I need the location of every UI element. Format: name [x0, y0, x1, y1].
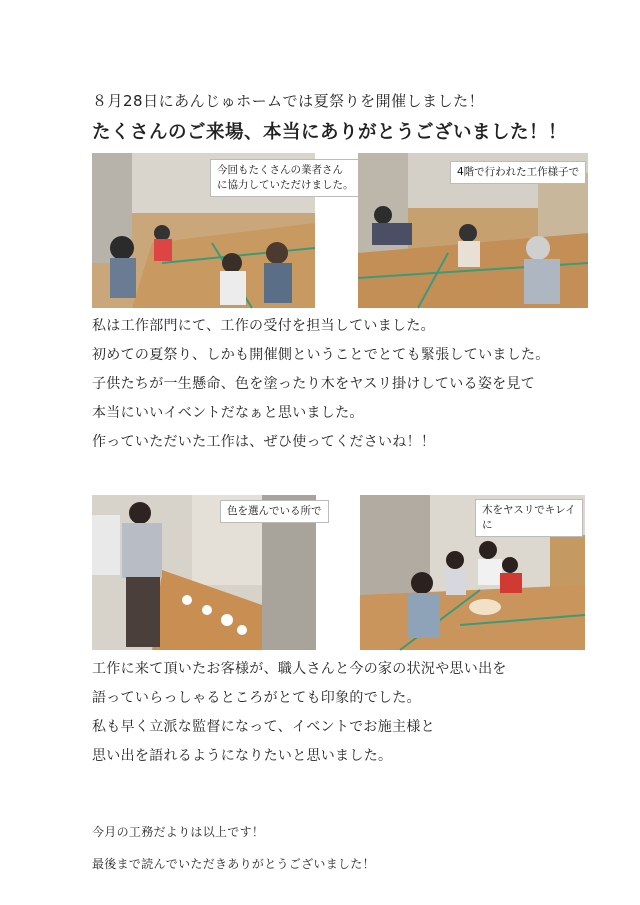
paragraph-line: 子供たちが一生懸命、色を塗ったり木をヤスリ掛けしている姿を見て — [92, 376, 536, 392]
paragraph-line: 本当にいいイベントだなぁと思いました。 — [92, 405, 364, 421]
photo-caption-sanding — [475, 499, 583, 537]
headline-thanks: たくさんのご来場、本当にありがとうございました！！ — [92, 122, 568, 143]
photo-choosing-colors — [92, 495, 322, 650]
paragraph-reception-story — [92, 312, 550, 457]
photo-caption-fourth-floor — [450, 161, 586, 184]
caption-line: 色を選んでいる所で — [227, 505, 322, 517]
photo-caption-contractors — [210, 159, 361, 197]
caption-line: に — [482, 519, 493, 531]
photo-sanding-wood — [360, 495, 585, 650]
closing-line-1: 今月の工務だよりは以上です！ — [92, 825, 265, 839]
caption-line: 木をヤスリでキレイ — [482, 504, 576, 516]
caption-line: に協力していただけました。 — [217, 179, 354, 191]
photo-caption-choosing-colors — [220, 500, 329, 523]
paragraph-line: 私も早く立派な監督になって、イベントでお施主様と — [92, 719, 435, 735]
closing-line-2: 最後まで読んでいただきありがとうございました！ — [92, 857, 375, 871]
caption-line: 4階で行われた工作様子で — [457, 166, 580, 178]
paragraph-impression — [92, 655, 507, 771]
paragraph-line: 思い出を語れるようになりたいと思いました。 — [92, 748, 393, 764]
photo-workshop-floor-2 — [358, 153, 588, 308]
paragraph-line: 作っていただいた工作は、ぜひ使ってくださいね！！ — [92, 434, 436, 450]
photo-workshop-floor-1 — [92, 153, 354, 308]
caption-line: 今回もたくさんの業者さん — [217, 164, 343, 176]
paragraph-line: 初めての夏祭り、しかも開催側ということでとても緊張していました。 — [92, 347, 550, 363]
paragraph-line: 語っていらっしゃるところがとても印象的でした。 — [92, 690, 421, 706]
paragraph-line: 私は工作部門にて、工作の受付を担当していました。 — [92, 318, 435, 334]
paragraph-line: 工作に来て頂いたお客様が、職人さんと今の家の状況や思い出を — [92, 661, 507, 677]
headline-event-date: ８月28日にあんじゅホームでは夏祭りを開催しました！ — [92, 92, 485, 110]
